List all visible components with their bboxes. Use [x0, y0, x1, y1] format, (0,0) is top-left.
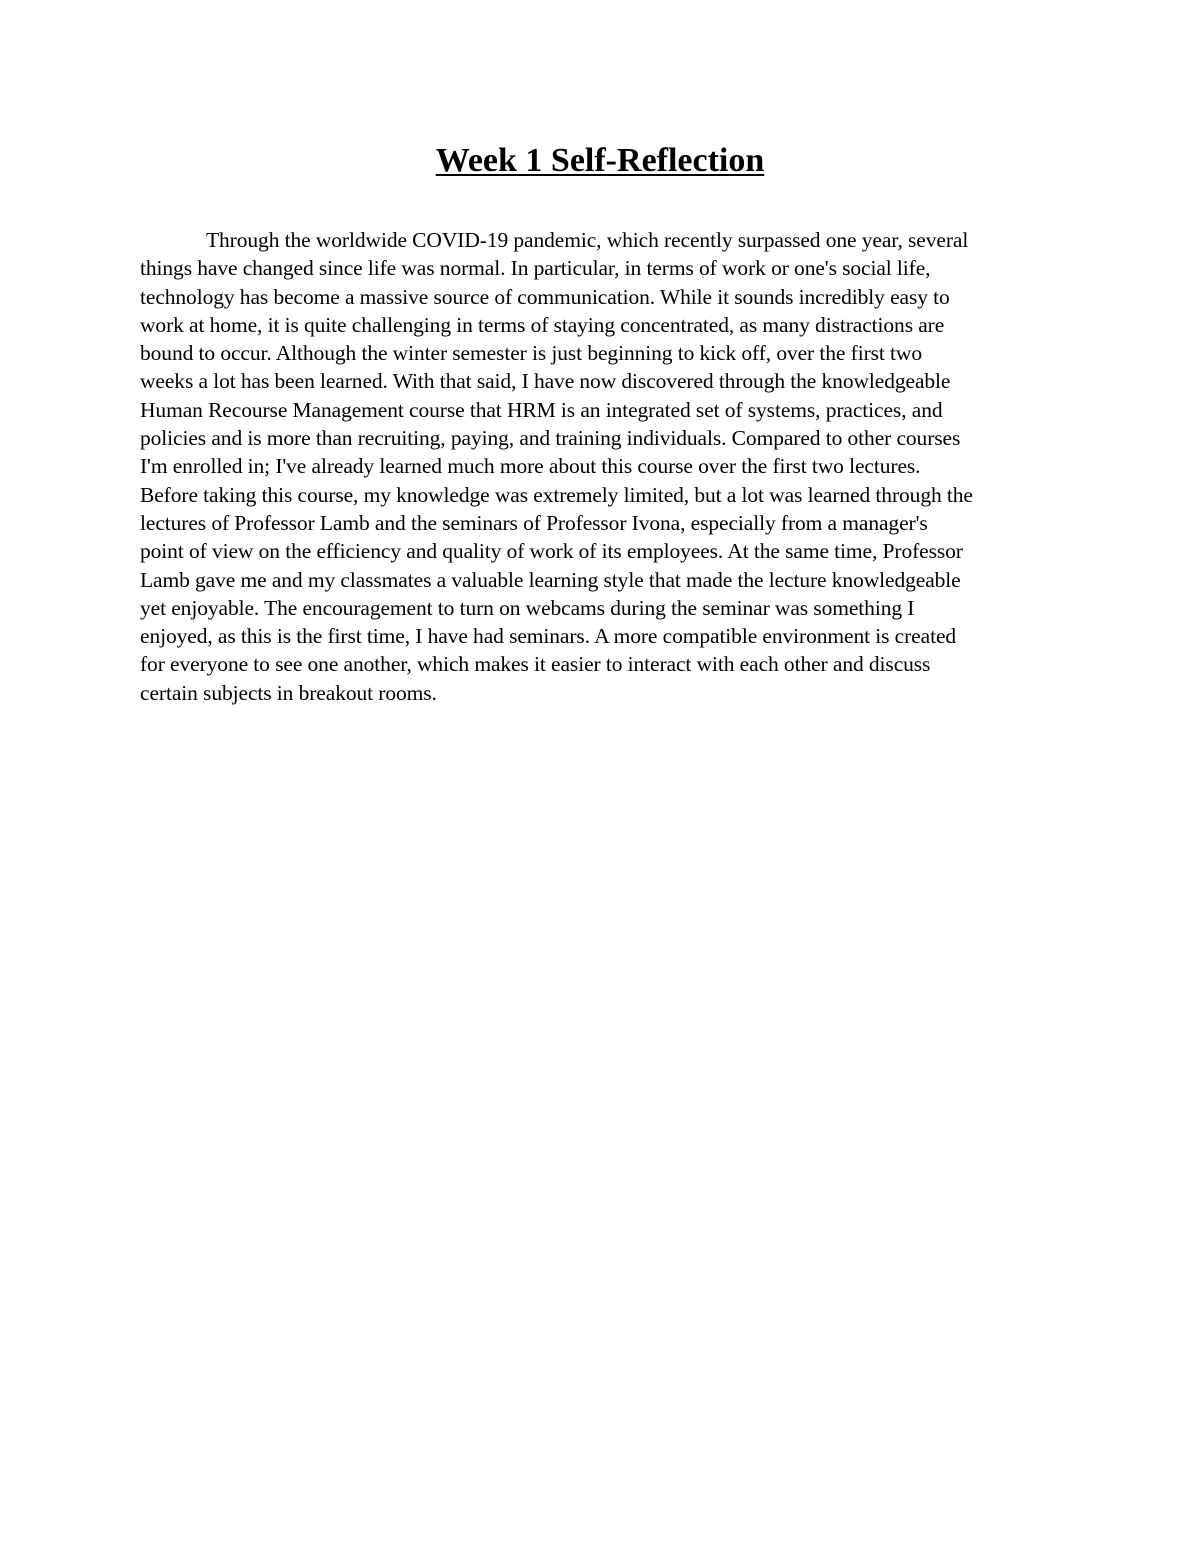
paragraph-line: lectures of Professor Lamb and the seminars of Professor Ivona, especially from a manager's — [140, 510, 928, 535]
paragraph-line: for everyone to see one another, which makes it easier to interact with each other and discuss — [140, 652, 931, 677]
paragraph-line: technology has become a massive source of communication. While it sounds incredibly easy to — [140, 284, 950, 309]
paragraph-line: things have changed since life was normal. In particular, in terms of work or one's social life, — [140, 256, 931, 281]
paragraph-line: Before taking this course, my knowledge was extremely limited, but a lot was learned through the — [140, 482, 973, 507]
paragraph-line: Lamb gave me and my classmates a valuable learning style that made the lecture knowledgeable — [140, 567, 961, 592]
paragraph-line: yet enjoyable. The encouragement to turn on webcams during the seminar was something I — [140, 595, 915, 620]
paragraph-line: work at home, it is quite challenging in terms of staying concentrated, as many distractions are — [140, 312, 945, 337]
document-title-text: Week 1 Self-Reflection — [435, 142, 765, 179]
paragraph-line: Through the worldwide COVID-19 pandemic, which recently surpassed one year, several — [206, 228, 969, 252]
body-paragraph — [140, 226, 1070, 707]
paragraph-line: I'm enrolled in; I've already learned much more about this course over the first two lectures. — [140, 454, 921, 479]
paragraph-line: weeks a lot has been learned. With that said, I have now discovered through the knowledgeable — [140, 369, 951, 394]
paragraph-line: policies and is more than recruiting, paying, and training individuals. Compared to other courses — [140, 426, 961, 451]
document-title — [0, 140, 1200, 182]
paragraph-line: Human Recourse Management course that HRM is an integrated set of systems, practices, and — [140, 397, 943, 422]
paragraph-line: point of view on the efficiency and quality of work of its employees. At the same time, Professor — [140, 539, 963, 564]
paragraph-line: certain subjects in breakout rooms. — [140, 680, 437, 705]
paragraph-line: enjoyed, as this is the first time, I have had seminars. A more compatible environment is created — [140, 624, 957, 649]
paragraph-line: bound to occur. Although the winter semester is just beginning to kick off, over the first two — [140, 341, 922, 366]
